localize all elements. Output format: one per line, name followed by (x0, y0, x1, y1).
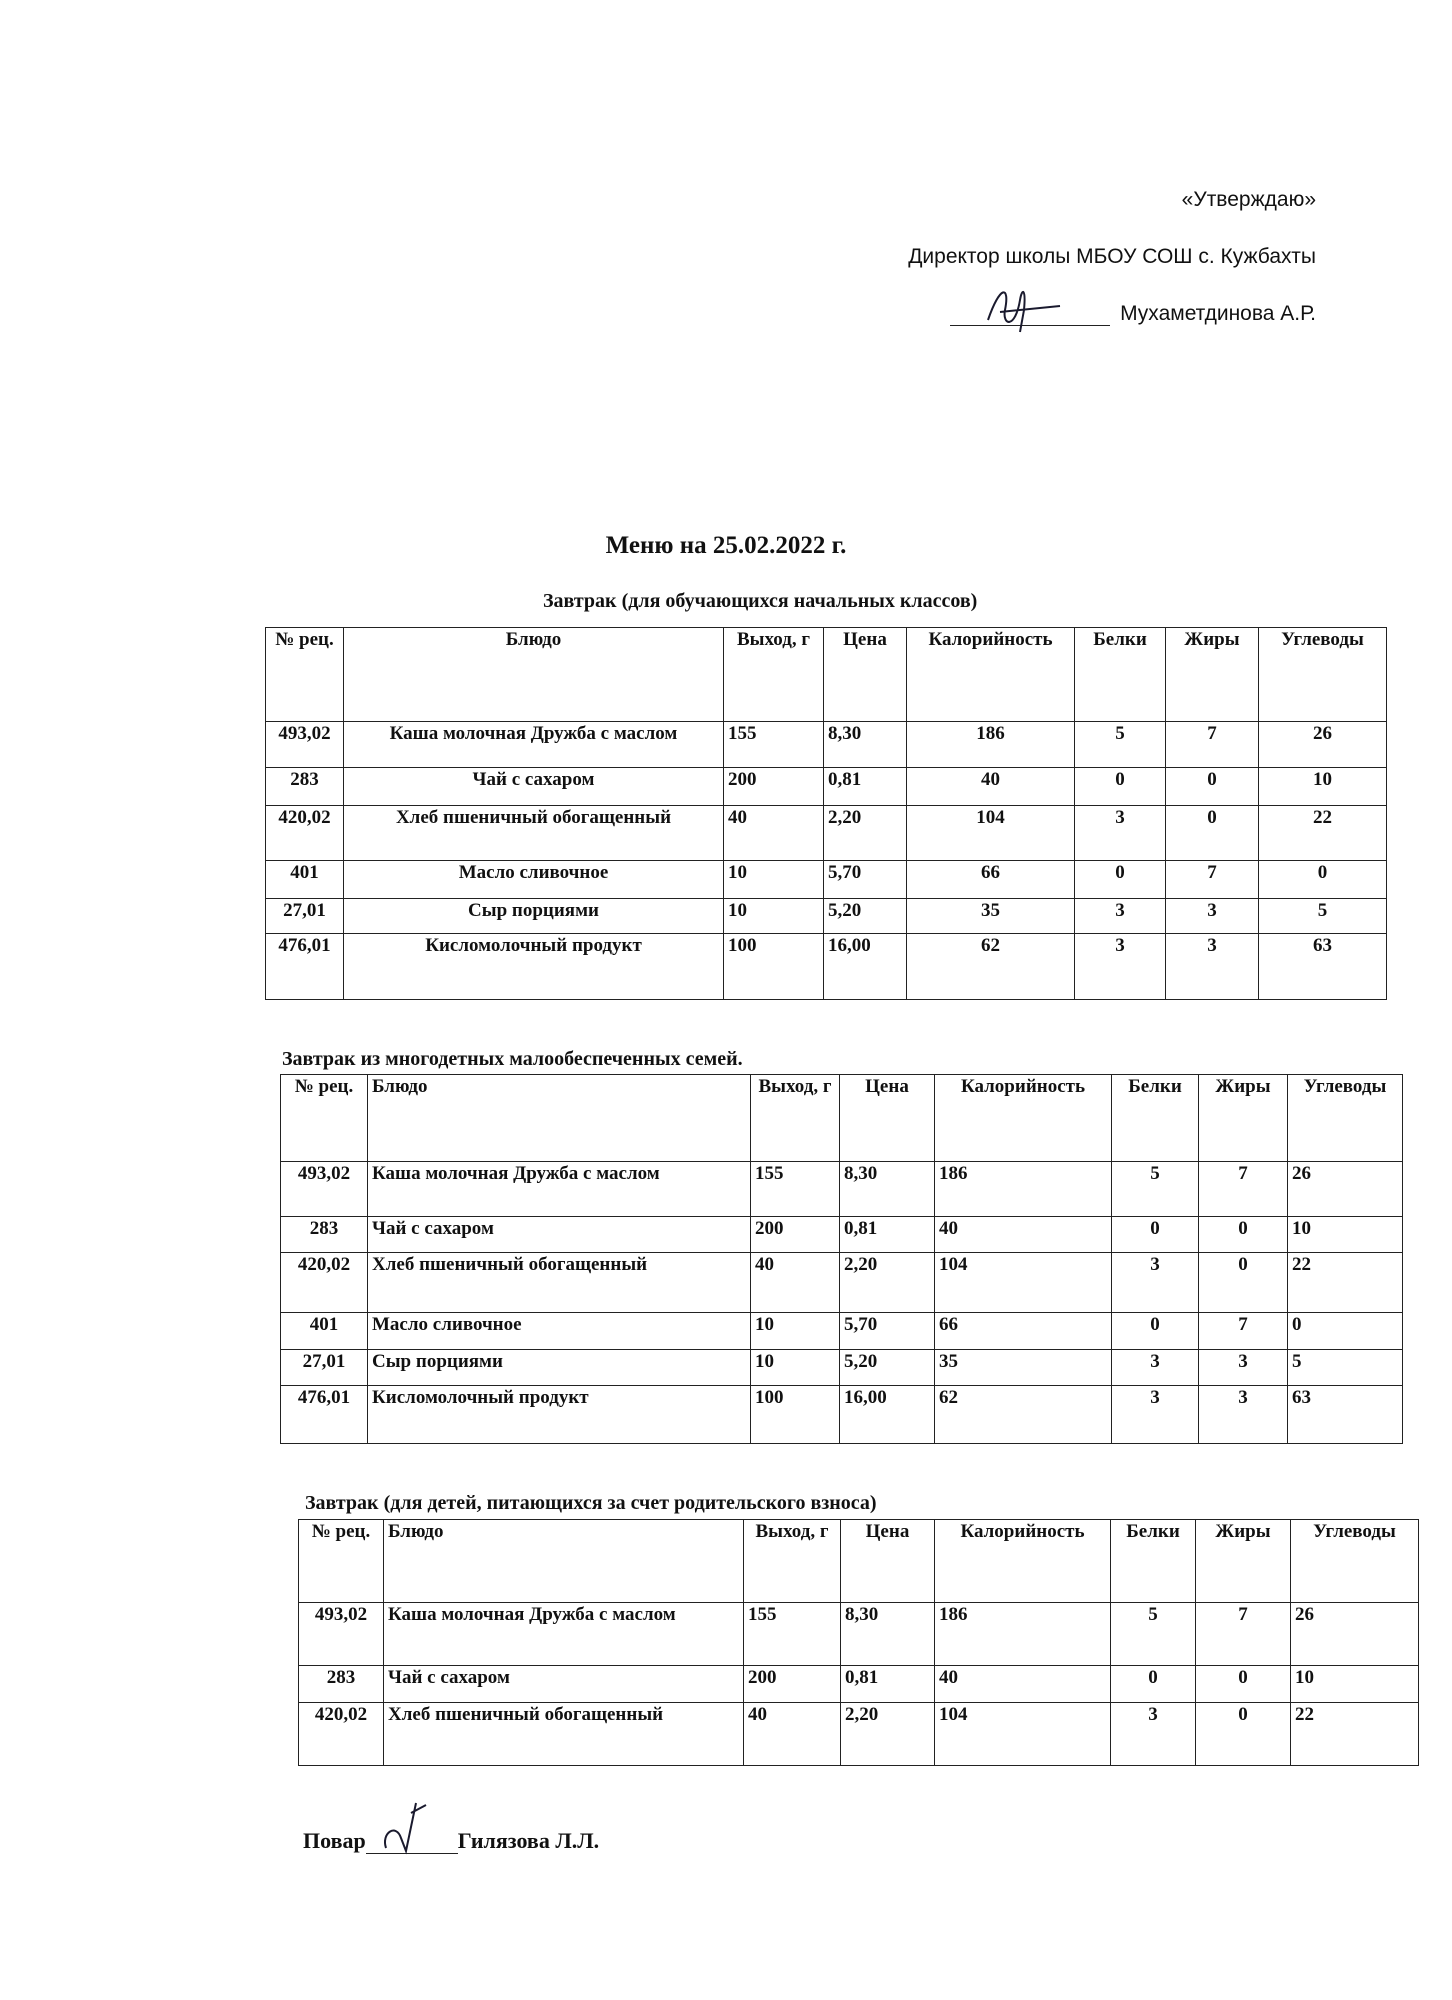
cell-output: 200 (724, 768, 824, 806)
menu-table-primary (265, 627, 1387, 1000)
cell-fats: 3 (1199, 1350, 1288, 1386)
cell-proteins: 3 (1112, 1386, 1199, 1444)
cell-carbs: 22 (1259, 806, 1387, 861)
cell-carbs: 5 (1288, 1350, 1403, 1386)
cell-rec: 476,01 (281, 1386, 368, 1444)
cell-price: 0,81 (824, 768, 907, 806)
cell-carbs: 0 (1259, 861, 1387, 899)
cell-output: 100 (724, 934, 824, 1000)
cell-dish: Хлеб пшеничный обогащенный (344, 806, 724, 861)
cell-calories: 40 (935, 1217, 1112, 1253)
cell-fats: 7 (1196, 1603, 1291, 1666)
cell-price: 8,30 (824, 722, 907, 768)
cell-carbs: 26 (1288, 1162, 1403, 1217)
cell-proteins: 3 (1075, 899, 1166, 934)
cell-price: 5,70 (840, 1313, 935, 1350)
cell-rec: 476,01 (266, 934, 344, 1000)
cell-fats: 7 (1199, 1162, 1288, 1217)
cell-calories: 186 (935, 1603, 1111, 1666)
cell-price: 8,30 (841, 1603, 935, 1666)
table-row (281, 1162, 1403, 1217)
cell-carbs: 10 (1288, 1217, 1403, 1253)
cell-price: 16,00 (840, 1386, 935, 1444)
header-output: Выход, г (724, 628, 824, 722)
cell-carbs: 10 (1259, 768, 1387, 806)
cell-carbs: 63 (1259, 934, 1387, 1000)
cell-dish: Каша молочная Дружба с маслом (344, 722, 724, 768)
cell-carbs: 22 (1291, 1703, 1419, 1766)
header-price: Цена (840, 1075, 935, 1162)
cell-carbs: 26 (1291, 1603, 1419, 1666)
cook-signature-icon (376, 1793, 436, 1858)
table-header-row (266, 628, 1387, 722)
approval-signature-line (950, 302, 1316, 326)
table-header-row (281, 1075, 1403, 1162)
header-proteins: Белки (1075, 628, 1166, 722)
header-price: Цена (841, 1520, 935, 1603)
cell-output: 40 (744, 1703, 841, 1766)
cell-output: 40 (724, 806, 824, 861)
cell-output: 155 (751, 1162, 840, 1217)
cook-label: Повар (303, 1828, 366, 1853)
cell-calories: 66 (935, 1313, 1112, 1350)
table-row (266, 722, 1387, 768)
cell-output: 200 (744, 1666, 841, 1703)
cell-dish: Сыр порциями (344, 899, 724, 934)
cell-proteins: 0 (1112, 1217, 1199, 1253)
cell-carbs: 22 (1288, 1253, 1403, 1313)
cell-fats: 0 (1199, 1253, 1288, 1313)
cell-price: 5,70 (824, 861, 907, 899)
header-calories: Калорийность (935, 1520, 1111, 1603)
signature-underline (366, 1833, 458, 1854)
cell-fats: 7 (1166, 722, 1259, 768)
cell-rec: 420,02 (281, 1253, 368, 1313)
cell-price: 2,20 (841, 1703, 935, 1766)
menu-table-parental-fee (298, 1519, 1419, 1766)
cell-carbs: 0 (1288, 1313, 1403, 1350)
cell-dish: Каша молочная Дружба с маслом (384, 1603, 744, 1666)
cell-rec: 420,02 (266, 806, 344, 861)
cell-price: 2,20 (824, 806, 907, 861)
cell-rec: 493,02 (281, 1162, 368, 1217)
cell-proteins: 3 (1075, 934, 1166, 1000)
cell-calories: 35 (935, 1350, 1112, 1386)
cell-proteins: 0 (1112, 1313, 1199, 1350)
cell-output: 155 (724, 722, 824, 768)
cell-fats: 0 (1196, 1703, 1291, 1766)
cook-name: Гилязова Л.Л. (457, 1828, 600, 1853)
header-rec: № рец. (281, 1075, 368, 1162)
header-calories: Калорийность (935, 1075, 1112, 1162)
header-rec: № рец. (299, 1520, 384, 1603)
table2-caption: Завтрак из многодетных малообеспеченных семей. (282, 1048, 743, 1070)
cell-rec: 27,01 (281, 1350, 368, 1386)
cell-price: 2,20 (840, 1253, 935, 1313)
menu-title: Меню на 25.02.2022 г. (605, 532, 847, 559)
header-output: Выход, г (751, 1075, 840, 1162)
cell-calories: 35 (907, 899, 1075, 934)
cell-output: 40 (751, 1253, 840, 1313)
cell-proteins: 5 (1112, 1162, 1199, 1217)
cell-proteins: 0 (1075, 861, 1166, 899)
table-row (299, 1666, 1419, 1703)
cell-fats: 0 (1196, 1666, 1291, 1703)
cell-dish: Чай с сахаром (384, 1666, 744, 1703)
cell-dish: Сыр порциями (368, 1350, 751, 1386)
cell-dish: Хлеб пшеничный обогащенный (368, 1253, 751, 1313)
cell-calories: 186 (935, 1162, 1112, 1217)
header-dish: Блюдо (368, 1075, 751, 1162)
cell-calories: 62 (935, 1386, 1112, 1444)
cell-dish: Кисломолочный продукт (368, 1386, 751, 1444)
cell-output: 10 (724, 861, 824, 899)
cook-signature-line (303, 1828, 599, 1854)
cell-price: 8,30 (840, 1162, 935, 1217)
cell-fats: 7 (1199, 1313, 1288, 1350)
header-fats: Жиры (1196, 1520, 1291, 1603)
table-row (281, 1313, 1403, 1350)
cell-dish: Масло сливочное (368, 1313, 751, 1350)
cell-calories: 62 (907, 934, 1075, 1000)
cell-calories: 40 (935, 1666, 1111, 1703)
header-rec: № рец. (266, 628, 344, 722)
cell-rec: 420,02 (299, 1703, 384, 1766)
approval-title: «Утверждаю» (1181, 188, 1316, 211)
table3-caption: Завтрак (для детей, питающихся за счет родительского взноса) (305, 1492, 877, 1514)
cell-fats: 0 (1166, 768, 1259, 806)
header-proteins: Белки (1111, 1520, 1196, 1603)
cell-proteins: 0 (1075, 768, 1166, 806)
header-carbs: Углеводы (1288, 1075, 1403, 1162)
cell-proteins: 3 (1112, 1253, 1199, 1313)
cell-output: 10 (724, 899, 824, 934)
table-row (281, 1350, 1403, 1386)
table1-caption: Завтрак (для обучающихся начальных классов) (543, 590, 978, 612)
cell-price: 16,00 (824, 934, 907, 1000)
cell-price: 5,20 (840, 1350, 935, 1386)
menu-table-large-families (280, 1074, 1403, 1444)
header-fats: Жиры (1199, 1075, 1288, 1162)
approval-director: Директор школы МБОУ СОШ с. Кужбахты (908, 245, 1316, 268)
cell-rec: 401 (266, 861, 344, 899)
header-output: Выход, г (744, 1520, 841, 1603)
cell-rec: 401 (281, 1313, 368, 1350)
table-row (266, 934, 1387, 1000)
table-row (266, 806, 1387, 861)
cell-rec: 27,01 (266, 899, 344, 934)
cell-fats: 3 (1166, 934, 1259, 1000)
table-row (281, 1253, 1403, 1313)
table-row (266, 899, 1387, 934)
cell-output: 155 (744, 1603, 841, 1666)
cell-fats: 7 (1166, 861, 1259, 899)
cell-proteins: 5 (1111, 1603, 1196, 1666)
cell-dish: Хлеб пшеничный обогащенный (384, 1703, 744, 1766)
table-row (281, 1217, 1403, 1253)
cell-rec: 493,02 (299, 1603, 384, 1666)
table-row (281, 1386, 1403, 1444)
cell-fats: 3 (1166, 899, 1259, 934)
cell-proteins: 3 (1075, 806, 1166, 861)
cell-carbs: 10 (1291, 1666, 1419, 1703)
header-carbs: Углеводы (1259, 628, 1387, 722)
cell-rec: 283 (281, 1217, 368, 1253)
header-fats: Жиры (1166, 628, 1259, 722)
cell-price: 0,81 (840, 1217, 935, 1253)
cell-proteins: 3 (1111, 1703, 1196, 1766)
cell-carbs: 26 (1259, 722, 1387, 768)
cell-dish: Чай с сахаром (368, 1217, 751, 1253)
cell-output: 100 (751, 1386, 840, 1444)
cell-calories: 186 (907, 722, 1075, 768)
cell-carbs: 63 (1288, 1386, 1403, 1444)
table-row (299, 1603, 1419, 1666)
header-price: Цена (824, 628, 907, 722)
cell-carbs: 5 (1259, 899, 1387, 934)
cell-proteins: 0 (1111, 1666, 1196, 1703)
header-dish: Блюдо (384, 1520, 744, 1603)
cell-dish: Каша молочная Дружба с маслом (368, 1162, 751, 1217)
cell-rec: 283 (266, 768, 344, 806)
cell-calories: 104 (935, 1703, 1111, 1766)
cell-calories: 40 (907, 768, 1075, 806)
cell-proteins: 5 (1075, 722, 1166, 768)
table-header-row (299, 1520, 1419, 1603)
cell-dish: Чай с сахаром (344, 768, 724, 806)
cell-rec: 283 (299, 1666, 384, 1703)
cell-fats: 3 (1199, 1386, 1288, 1444)
header-carbs: Углеводы (1291, 1520, 1419, 1603)
header-dish: Блюдо (344, 628, 724, 722)
table-row (266, 768, 1387, 806)
cell-calories: 104 (907, 806, 1075, 861)
cell-fats: 0 (1199, 1217, 1288, 1253)
table-row (266, 861, 1387, 899)
table-row (299, 1703, 1419, 1766)
cell-output: 200 (751, 1217, 840, 1253)
cell-calories: 66 (907, 861, 1075, 899)
approval-name: Мухаметдинова А.Р. (1120, 302, 1316, 325)
cell-rec: 493,02 (266, 722, 344, 768)
cell-dish: Масло сливочное (344, 861, 724, 899)
cell-price: 5,20 (824, 899, 907, 934)
cell-fats: 0 (1166, 806, 1259, 861)
cell-output: 10 (751, 1350, 840, 1386)
header-calories: Калорийность (907, 628, 1075, 722)
cell-output: 10 (751, 1313, 840, 1350)
cell-price: 0,81 (841, 1666, 935, 1703)
cell-proteins: 3 (1112, 1350, 1199, 1386)
director-signature-icon (980, 280, 1070, 340)
cell-dish: Кисломолочный продукт (344, 934, 724, 1000)
cell-calories: 104 (935, 1253, 1112, 1313)
header-proteins: Белки (1112, 1075, 1199, 1162)
